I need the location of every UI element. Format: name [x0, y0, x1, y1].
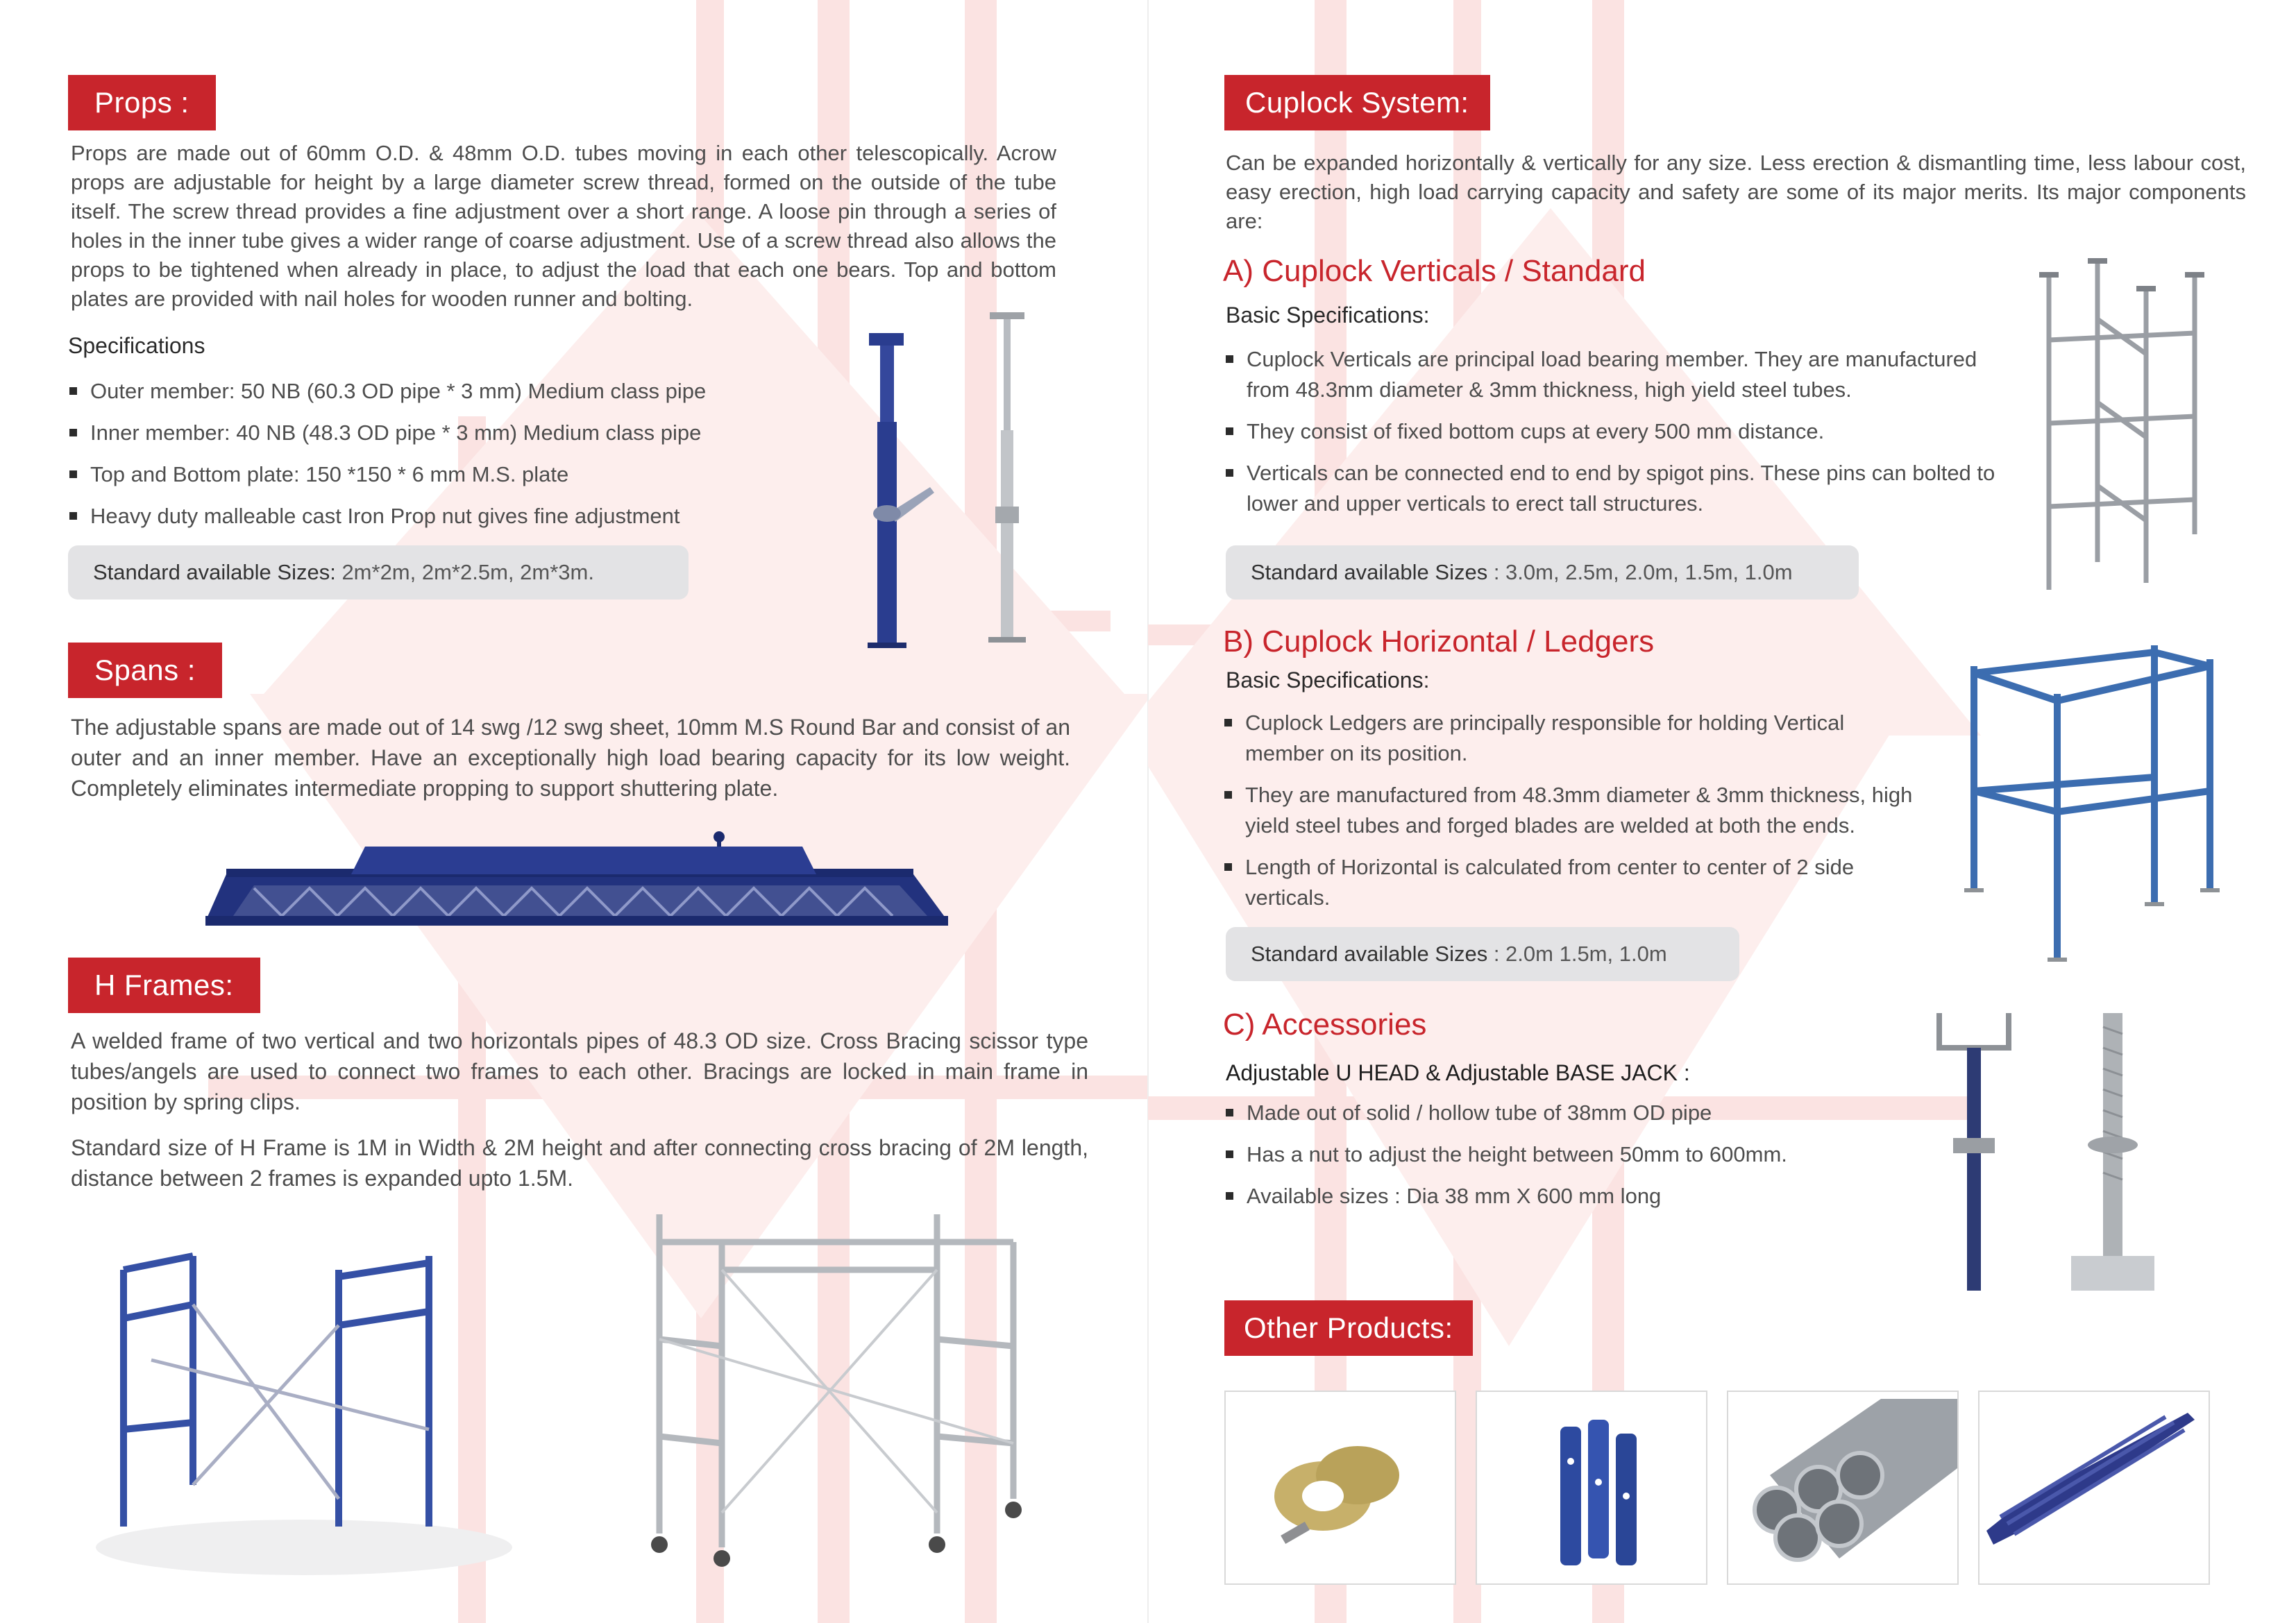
list-item: Heavy duty malleable cast Iron Prop nut gives fine adjustment — [69, 501, 833, 532]
horizontals-bullet-list — [1224, 708, 1925, 924]
cuplock-intro: Can be expanded horizontally & vertically for any size. Less erection & dismantling time, less labour cost, easy erection, high load carrying capacity and safety are some of its major merits. Its major components are: — [1226, 151, 2246, 233]
horizontals-heading: B) Cuplock Horizontal / Ledgers — [1223, 624, 1655, 658]
accessories-heading: C) Accessories — [1223, 1008, 1427, 1042]
hframes-description-2: Standard size of H Frame is 1M in Width & 2M height and after connecting cross bracing of 2M length, distance between 2 frames is expanded upto 1.5M. — [71, 1135, 1088, 1191]
galvanized-hframe-image — [645, 1200, 1034, 1582]
spans-title: Spans : — [68, 643, 222, 698]
verticals-spec-heading: Basic Specifications: — [1226, 303, 1430, 328]
blue-prop — [868, 333, 934, 648]
spans-description: The adjustable spans are made out of 14 swg /12 swg sheet, 10mm M.S Round Bar and consist of an outer and an inner member. Have an exceptionally high load bearing capacity for its low weight. Completely eliminates intermediate propping to support shuttering plate. — [71, 715, 1070, 801]
galvanized-prop — [988, 312, 1026, 643]
sizes-value: : 2.0m 1.5m, 1.0m — [1487, 942, 1667, 966]
accessories-bullet-list — [1226, 1098, 1850, 1223]
cuplock-title: Cuplock System: — [1224, 75, 1490, 130]
verticals-sizes-pill — [1226, 545, 1859, 600]
list-item: Length of Horizontal is calculated from center to center of 2 side verticals. — [1224, 852, 1925, 913]
steel-pipes-icon — [1728, 1392, 1957, 1583]
hframes-title: H Frames: — [68, 958, 260, 1013]
list-item: They consist of fixed bottom cups at every 500 mm distance. — [1226, 416, 1996, 447]
verticals-bullet-list — [1226, 344, 1996, 530]
u-head-image — [1925, 1006, 2023, 1298]
spigot-pins-icon — [1477, 1392, 1706, 1583]
sizes-label: Standard available Sizes: — [93, 560, 336, 584]
cuplock-verticals-image — [2021, 257, 2229, 604]
verticals-heading: A) Cuplock Verticals / Standard — [1223, 254, 1646, 288]
list-item: Available sizes : Dia 38 mm X 600 mm long — [1226, 1181, 1850, 1212]
list-item: Top and Bottom plate: 150 *150 * 6 mm M.S. plate — [69, 459, 833, 490]
list-item: Verticals can be connected end to end by spigot pins. These pins can bolted to lower and upper verticals to erect tall structures. — [1226, 458, 1996, 519]
list-item: Made out of solid / hollow tube of 38mm OD pipe — [1226, 1098, 1850, 1128]
prop-image — [840, 305, 1062, 652]
other-products-title: Other Products: — [1224, 1300, 1473, 1356]
steel-plank-icon — [1980, 1392, 2209, 1583]
horizontals-spec-heading: Basic Specifications: — [1226, 668, 1430, 692]
cuplock-horizontals-image — [1953, 624, 2231, 965]
span-image — [205, 819, 948, 930]
props-spec-heading: Specifications — [68, 333, 205, 358]
steel-plank-thumbnail — [1978, 1391, 2210, 1585]
list-item: Has a nut to adjust the height between 50mm to 600mm. — [1226, 1139, 1850, 1170]
spigot-pins-thumbnail — [1476, 1391, 1707, 1585]
hframes-description-1: A welded frame of two vertical and two horizontals pipes of 48.3 OD size. Cross Bracing scissor type tubes/angels are used to connect two frames to each other. Bracings are locked in main frame in position by spring clips. — [71, 1028, 1088, 1114]
right-page — [1148, 0, 2296, 1623]
accessories-sub-heading: Adjustable U HEAD & Adjustable BASE JACK : — [1226, 1060, 1690, 1085]
props-sizes-pill — [68, 545, 689, 600]
list-item: Cuplock Ledgers are principally responsible for holding Vertical member on its position. — [1224, 708, 1925, 769]
base-jack-image — [2057, 1006, 2168, 1298]
steel-pipes-thumbnail — [1727, 1391, 1959, 1585]
list-item: Inner member: 40 NB (48.3 OD pipe * 3 mm) Medium class pipe — [69, 418, 833, 448]
props-spec-list — [69, 376, 833, 543]
props-description: Props are made out of 60mm O.D. & 48mm O.D. tubes moving in each other telescopically. Acrow props are adjustable for height by a large diameter screw thread, formed on the outside of the tube itself. The screw thread provides a fine adjustment over a short range. A loose pin through a series of holes in the inner tube gives a wider range of coarse adjustment. Use of a screw thread also allows the props to be tightened when already in place, to adjust the load that each one bears. Top and bottom plates are provided with nail holes for wooden runner and bolting. — [71, 141, 1056, 311]
sizes-label: Standard available Sizes — [1251, 560, 1488, 584]
sizes-label: Standard available Sizes — [1251, 942, 1488, 966]
sizes-value: 2m*2m, 2m*2.5m, 2m*3m. — [335, 560, 594, 584]
coupler-icon — [1226, 1392, 1455, 1583]
list-item: Outer member: 50 NB (60.3 OD pipe * 3 mm) Medium class pipe — [69, 376, 833, 407]
sizes-value: : 3.0m, 2.5m, 2.0m, 1.5m, 1.0m — [1487, 560, 1793, 584]
coupler-thumbnail — [1224, 1391, 1456, 1585]
blue-hframe-image — [96, 1221, 540, 1582]
props-title: Props : — [68, 75, 216, 130]
horizontals-sizes-pill — [1226, 927, 1739, 981]
list-item: They are manufactured from 48.3mm diameter & 3mm thickness, high yield steel tubes and forged blades are welded at both the ends. — [1224, 780, 1925, 841]
list-item: Cuplock Verticals are principal load bearing member. They are manufactured from 48.3mm diameter & 3mm thickness, high yield steel tubes. — [1226, 344, 1996, 405]
